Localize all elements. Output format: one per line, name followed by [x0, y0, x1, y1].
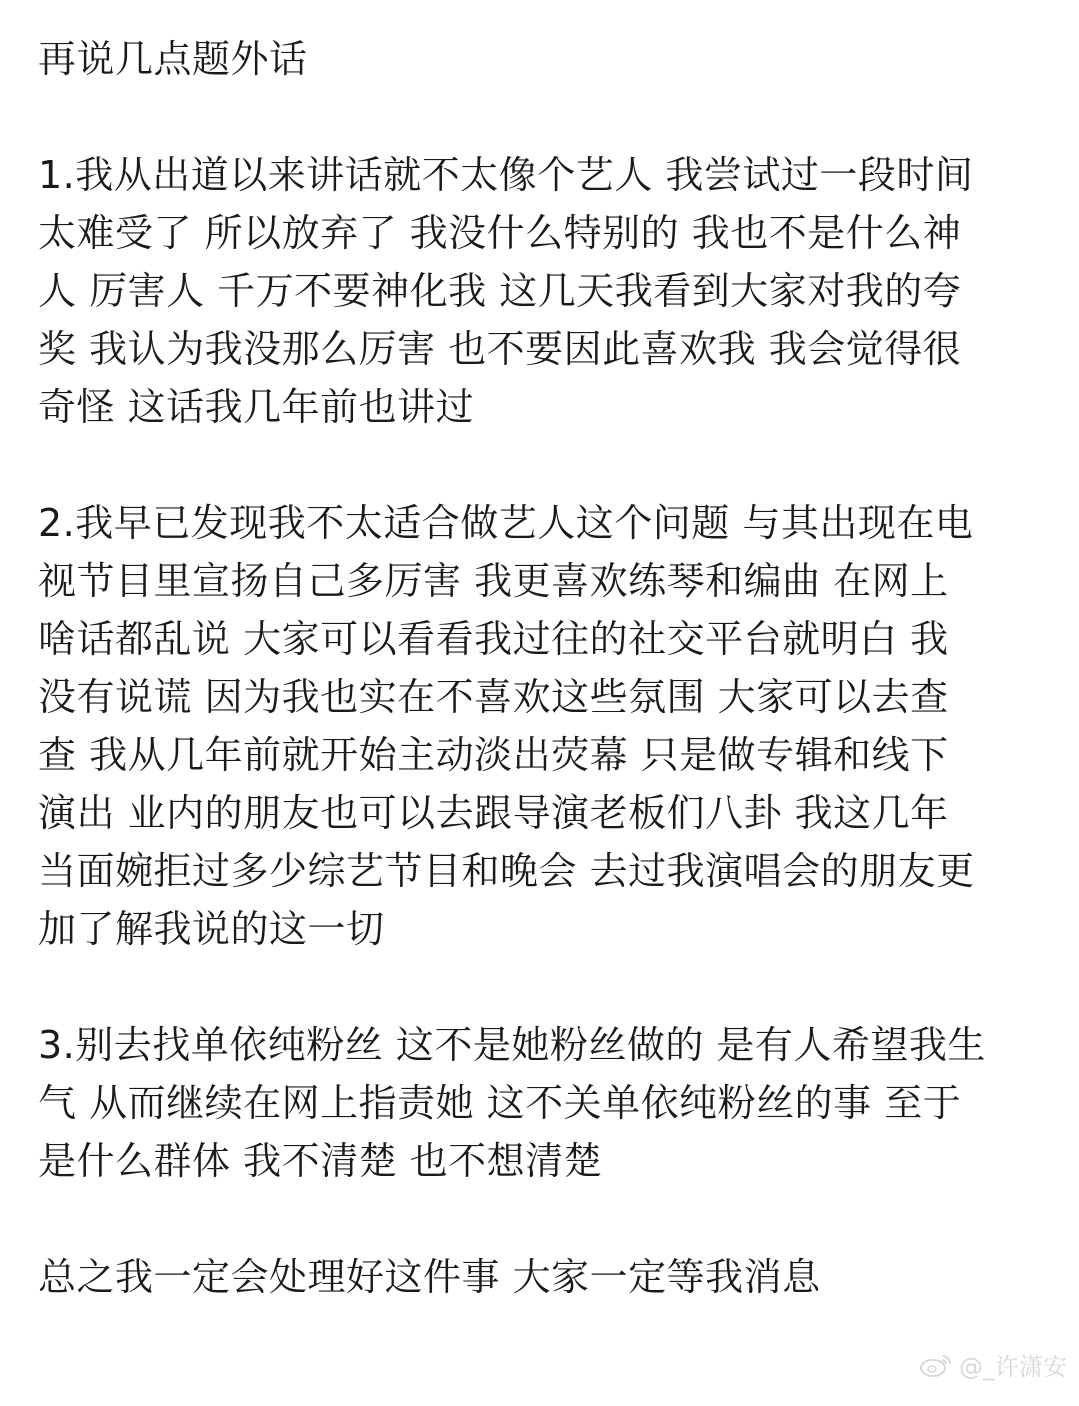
text-line: 3.别去找单依纯粉丝 这不是她粉丝做的 是有人希望我生: [38, 1023, 986, 1067]
text-line: 视节目里宣扬自己多厉害 我更喜欢练琴和编曲 在网上: [38, 559, 949, 603]
text-line: 奖 我认为我没那么厉害 也不要因此喜欢我 我会觉得很: [38, 327, 962, 371]
weibo-watermark: [919, 1347, 1067, 1382]
text-line: 2.我早已发现我不太适合做艺人这个问题 与其出现在电: [38, 501, 974, 545]
text-line: 人 厉害人 千万不要神化我 这几天我看到大家对我的夸: [38, 269, 962, 313]
text-line: 加了解我说的这一切: [38, 907, 385, 951]
watermark-text: @_许潇安: [959, 1353, 1067, 1381]
paragraph-1: [38, 146, 1038, 436]
weibo-icon: [919, 1352, 953, 1378]
text-line: 当面婉拒过多少综艺节目和晚会 去过我演唱会的朋友更: [38, 849, 975, 893]
text-line: 没有说谎 因为我也实在不喜欢这些氛围 大家可以去查: [38, 675, 949, 719]
paragraph-3: [38, 1016, 1038, 1190]
text-line: 气 从而继续在网上指责她 这不关单依纯粉丝的事 至于: [38, 1081, 962, 1125]
text-line: 啥话都乱说 大家可以看看我过往的社交平台就明白 我: [38, 617, 949, 661]
text-line: 查 我从几年前就开始主动淡出荧幕 只是做专辑和线下: [38, 733, 949, 777]
letter-title: 再说几点题外话: [38, 37, 308, 81]
text-line: 奇怪 这话我几年前也讲过: [38, 385, 475, 429]
closing-paragraph: [38, 1248, 1038, 1306]
text-line: 1.我从出道以来讲话就不太像个艺人 我尝试过一段时间: [38, 153, 974, 197]
text-line: 演出 业内的朋友也可以去跟导演老板们八卦 我这几年: [38, 791, 949, 835]
paragraph-2: [38, 494, 1038, 958]
text-line: 太难受了 所以放弃了 我没什么特别的 我也不是什么神: [38, 211, 962, 255]
text-line: 总之我一定会处理好这件事 大家一定等我消息: [38, 1255, 821, 1299]
handwritten-letter: [38, 30, 1038, 1306]
text-line: 是什么群体 我不清楚 也不想清楚: [38, 1139, 603, 1183]
